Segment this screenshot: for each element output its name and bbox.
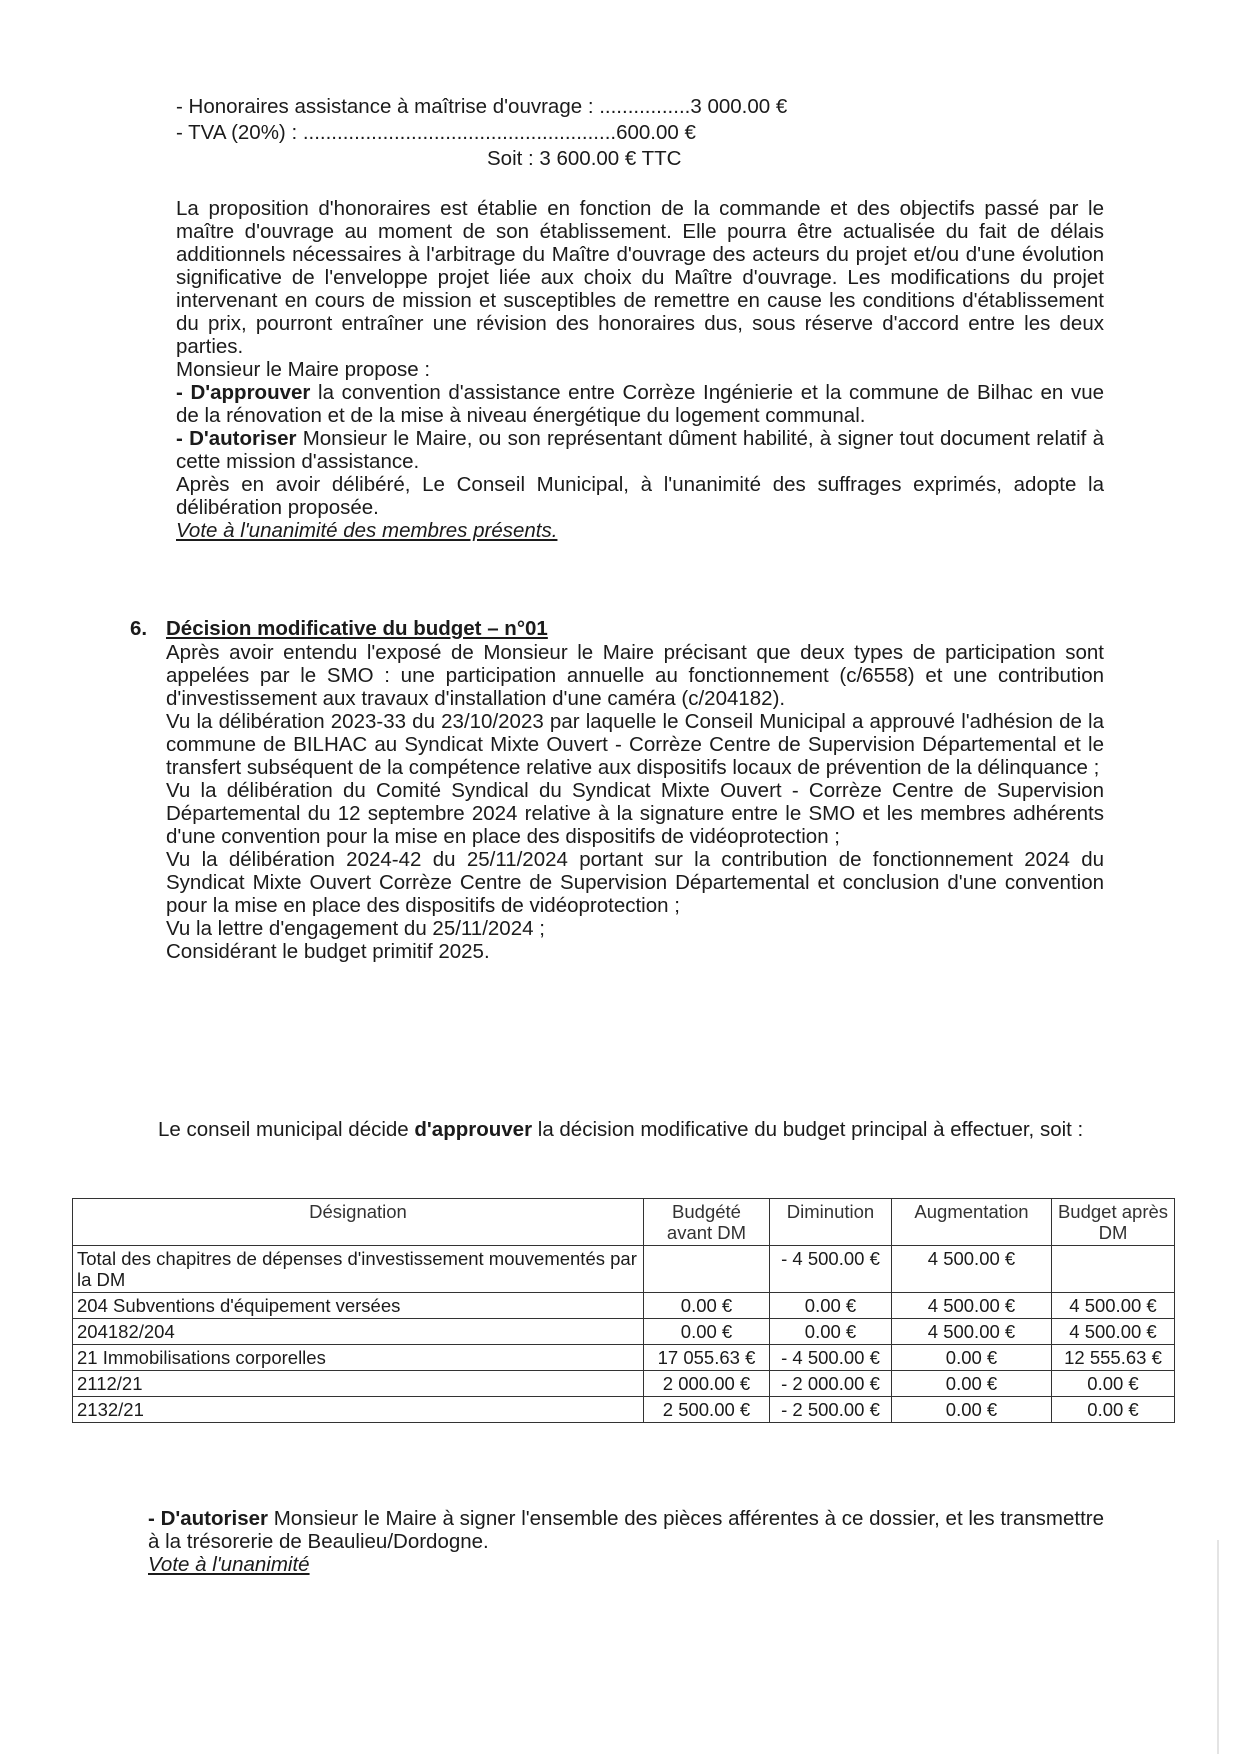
header-budget-apres: Budget après DM	[1052, 1199, 1175, 1246]
cell-designation: 2112/21	[73, 1371, 644, 1397]
section6-paragraph-1: Après avoir entendu l'exposé de Monsieur le Maire précisant que deux types de participation sont appelées par le SMO : une participation annuelle au fonctionnement (c/6558) et une contribution d'investissement aux travaux d'installation d'une caméra (c/204182).	[166, 641, 1104, 710]
closing-authorize-text: Monsieur le Maire à signer l'ensemble des pièces afférentes à ce dossier, et les transmettre à la trésorerie de Beaulieu/Dordogne.	[148, 1507, 1104, 1553]
decide-keyword: d'approuver	[414, 1118, 533, 1141]
table-header-row	[73, 1199, 1175, 1246]
cell-diminution: 0.00 €	[770, 1293, 892, 1319]
approve-text: la convention d'assistance entre Corrèze Ingénierie et la commune de Bilhac en vue de la rénovation et de la mise à niveau énergétique du logement communal.	[176, 381, 1104, 427]
cell-augmentation: 0.00 €	[892, 1371, 1052, 1397]
cell-budget-apres: 12 555.63 €	[1052, 1345, 1175, 1371]
cell-designation: 21 Immobilisations corporelles	[73, 1345, 644, 1371]
closing-authorize-item	[148, 1507, 1104, 1553]
table-row	[73, 1246, 1175, 1293]
approve-item	[176, 381, 1104, 427]
section-title: Décision modificative du budget – n°01	[166, 617, 548, 640]
decide-pre: Le conseil municipal décide	[158, 1118, 415, 1141]
cell-budgete-avant: 2 000.00 €	[644, 1371, 770, 1397]
cell-diminution: - 2 000.00 €	[770, 1371, 892, 1397]
cell-augmentation: 4 500.00 €	[892, 1293, 1052, 1319]
closing-section	[148, 1507, 1104, 1576]
cell-augmentation: 0.00 €	[892, 1397, 1052, 1423]
table-row	[73, 1293, 1175, 1319]
fee-explanation-paragraph: La proposition d'honoraires est établie en fonction de la commande et des objectifs passé par le maître d'ouvrage au moment de son établissement. Elle pourra être actualisée du fait de délais additionnels nécessaires à l'arbitrage du Maître d'ouvrage des acteurs du projet et/ou d'une évolution significative de l'enveloppe projet liée aux choix du Maître d'ouvrage. Les modifications du projet intervenant en cours de mission et susceptibles de remettre en cause les conditions d'établissement du prix, pourront entraîner une révision des honoraires dus, sous réserve d'accord entre les deux parties.	[176, 197, 1104, 358]
authorize-text: Monsieur le Maire, ou son représentant dûment habilité, à signer tout document relatif à cette mission d'assistance.	[176, 427, 1104, 473]
cell-diminution: 0.00 €	[770, 1319, 892, 1345]
cell-budgete-avant	[644, 1246, 770, 1293]
approve-keyword: - D'approuver	[176, 381, 311, 404]
header-budgete-avant: Budgété avant DM	[644, 1199, 770, 1246]
cell-designation: 204 Subventions d'équipement versées	[73, 1293, 644, 1319]
budget-decision-section	[166, 641, 1104, 963]
header-diminution: Diminution	[770, 1199, 892, 1246]
closing-authorize-keyword: - D'autoriser	[148, 1507, 268, 1530]
cell-designation: 2132/21	[73, 1397, 644, 1423]
cell-designation: Total des chapitres de dépenses d'investissement mouvementés par la DM	[73, 1246, 644, 1293]
cell-budgete-avant: 2 500.00 €	[644, 1397, 770, 1423]
cell-designation: 204182/204	[73, 1319, 644, 1345]
cell-budgete-avant: 17 055.63 €	[644, 1345, 770, 1371]
cell-diminution: - 2 500.00 €	[770, 1397, 892, 1423]
fee-line-tva: - TVA (20%) : .......................................................600.00 €	[176, 121, 696, 144]
cell-augmentation: 0.00 €	[892, 1345, 1052, 1371]
table-row	[73, 1345, 1175, 1371]
table-row	[73, 1397, 1175, 1423]
cell-augmentation: 4 500.00 €	[892, 1319, 1052, 1345]
fee-total: Soit : 3 600.00 € TTC	[487, 147, 682, 170]
cell-diminution: - 4 500.00 €	[770, 1246, 892, 1293]
cell-diminution: - 4 500.00 €	[770, 1345, 892, 1371]
cell-budgete-avant: 0.00 €	[644, 1319, 770, 1345]
scan-edge-line	[1217, 1540, 1219, 1754]
cell-augmentation: 4 500.00 €	[892, 1246, 1052, 1293]
mayor-proposes: Monsieur le Maire propose :	[176, 358, 431, 381]
closing-vote-result: Vote à l'unanimité	[148, 1553, 310, 1576]
budget-table	[72, 1198, 1175, 1423]
section6-paragraph-4: Vu la délibération 2024-42 du 25/11/2024 portant sur la contribution de fonctionnement 2024 du Syndicat Mixte Ouvert Corrèze Centre de Supervision Départemental et conclusion d'une convention pour la mise en place des dispositifs de vidéoprotection ;	[166, 848, 1104, 917]
deliberation-text: Après en avoir délibéré, Le Conseil Municipal, à l'unanimité des suffrages exprimés, adopte la délibération proposée.	[176, 473, 1104, 519]
vote-result: Vote à l'unanimité des membres présents.	[176, 519, 558, 542]
header-designation: Désignation	[73, 1199, 644, 1246]
header-augmentation: Augmentation	[892, 1199, 1052, 1246]
decide-post: la décision modificative du budget principal à effectuer, soit :	[532, 1118, 1084, 1141]
section-number: 6.	[130, 617, 148, 640]
cell-budget-apres: 4 500.00 €	[1052, 1319, 1175, 1345]
table-row	[73, 1371, 1175, 1397]
cell-budget-apres: 0.00 €	[1052, 1371, 1175, 1397]
section6-paragraph-5: Vu la lettre d'engagement du 25/11/2024 ;	[166, 917, 545, 940]
cell-budgete-avant: 0.00 €	[644, 1293, 770, 1319]
cell-budget-apres: 0.00 €	[1052, 1397, 1175, 1423]
section6-paragraph-2: Vu la délibération 2023-33 du 23/10/2023 par laquelle le Conseil Municipal a approuvé l'adhésion de la commune de BILHAC au Syndicat Mixte Ouvert - Corrèze Centre de Supervision Départemental et le transfert subséquent de la compétence relative aux dispositifs locaux de prévention de la délinquance ;	[166, 710, 1104, 779]
cell-budget-apres	[1052, 1246, 1175, 1293]
table-row	[73, 1319, 1175, 1345]
section6-paragraph-6: Considérant le budget primitif 2025.	[166, 940, 490, 963]
authorize-keyword: - D'autoriser	[176, 427, 297, 450]
council-decision-text	[158, 1118, 1104, 1141]
cell-budget-apres: 4 500.00 €	[1052, 1293, 1175, 1319]
authorize-item	[176, 427, 1104, 473]
section6-paragraph-3: Vu la délibération du Comité Syndical du Syndicat Mixte Ouvert - Corrèze Centre de Supervision Départemental du 12 septembre 2024 relative à la signature entre le SMO et les membres adhérents d'une convention pour la mise en place des dispositifs de vidéoprotection ;	[166, 779, 1104, 848]
convention-section	[176, 197, 1104, 542]
fee-line-honoraires: - Honoraires assistance à maîtrise d'ouvrage : ................3 000.00 €	[176, 95, 788, 118]
council-decision	[158, 1118, 1104, 1141]
